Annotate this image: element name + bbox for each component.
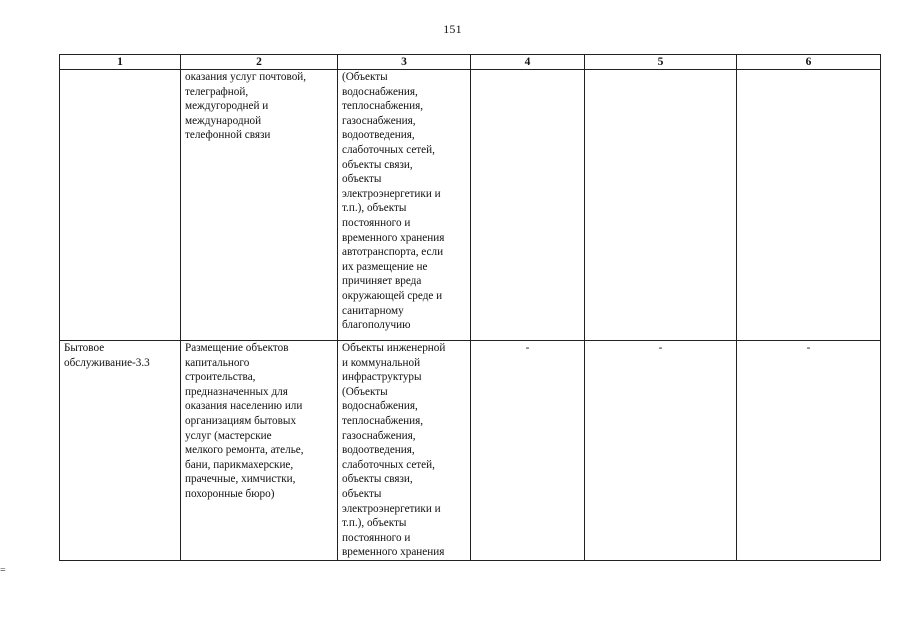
regulations-table [59, 54, 881, 561]
table-cell-col-5 [585, 70, 737, 341]
table-header-col-6: 6 [737, 55, 881, 70]
cell-text: оказания услуг почтовой, телеграфной, междугородней и международной телефонной связи [185, 71, 307, 142]
table-header-col-4: 4 [471, 55, 585, 70]
table-header-col-5: 5 [585, 55, 737, 70]
table-cell-description [181, 70, 338, 341]
cell-text: (Объекты водоснабжения, теплоснабжения, газоснабжения, водоотведения, слаботочных сетей, объекты связи, объекты электроэнергетики и т.п.), объекты постоянного и временного хранения автотранспорта, если их размещение не причиняет вреда окружающей среде и санитарному благополучию [342, 71, 445, 332]
dash-value: - [806, 342, 811, 354]
table-cell-col-4 [471, 70, 585, 341]
table-cell-col-6 [737, 341, 881, 561]
table-cell-description [181, 341, 338, 561]
table-cell-auxiliary-uses [338, 341, 471, 561]
table-row [60, 341, 881, 561]
table-cell-col-5 [585, 341, 737, 561]
table-row [60, 70, 881, 341]
table-cell-auxiliary-uses [338, 70, 471, 341]
page-number: 151 [443, 22, 462, 36]
dash-value: - [525, 342, 530, 354]
margin-mark: = [0, 565, 6, 576]
table-cell-col-4 [471, 341, 585, 561]
table-header-col-3: 3 [338, 55, 471, 70]
cell-text: Размещение объектов капитального строительства, предназначенных для оказания населению или организациям бытовых услуг (мастерские мелкого ремонта, ателье, бани, парикмахерские, прачечные, химчистки, похоронные бюро) [185, 342, 304, 500]
table-cell-col-6 [737, 70, 881, 341]
table-header-col-1: 1 [60, 55, 181, 70]
dash-value: - [658, 342, 663, 354]
table-cell-use-type [60, 70, 181, 341]
cell-text: Бытовое обслуживание-3.3 [64, 342, 150, 369]
cell-text: Объекты инженерной и коммунальной инфраструктуры (Объекты водоснабжения, теплоснабжения, газоснабжения, водоотведения, слаботочных сетей, объекты связи, объекты электроэнергетики и т.п.), объекты постоянного и временного хранения [342, 342, 446, 559]
table-header-col-2: 2 [181, 55, 338, 70]
table-cell-use-type [60, 341, 181, 561]
table-header-row [60, 55, 881, 70]
